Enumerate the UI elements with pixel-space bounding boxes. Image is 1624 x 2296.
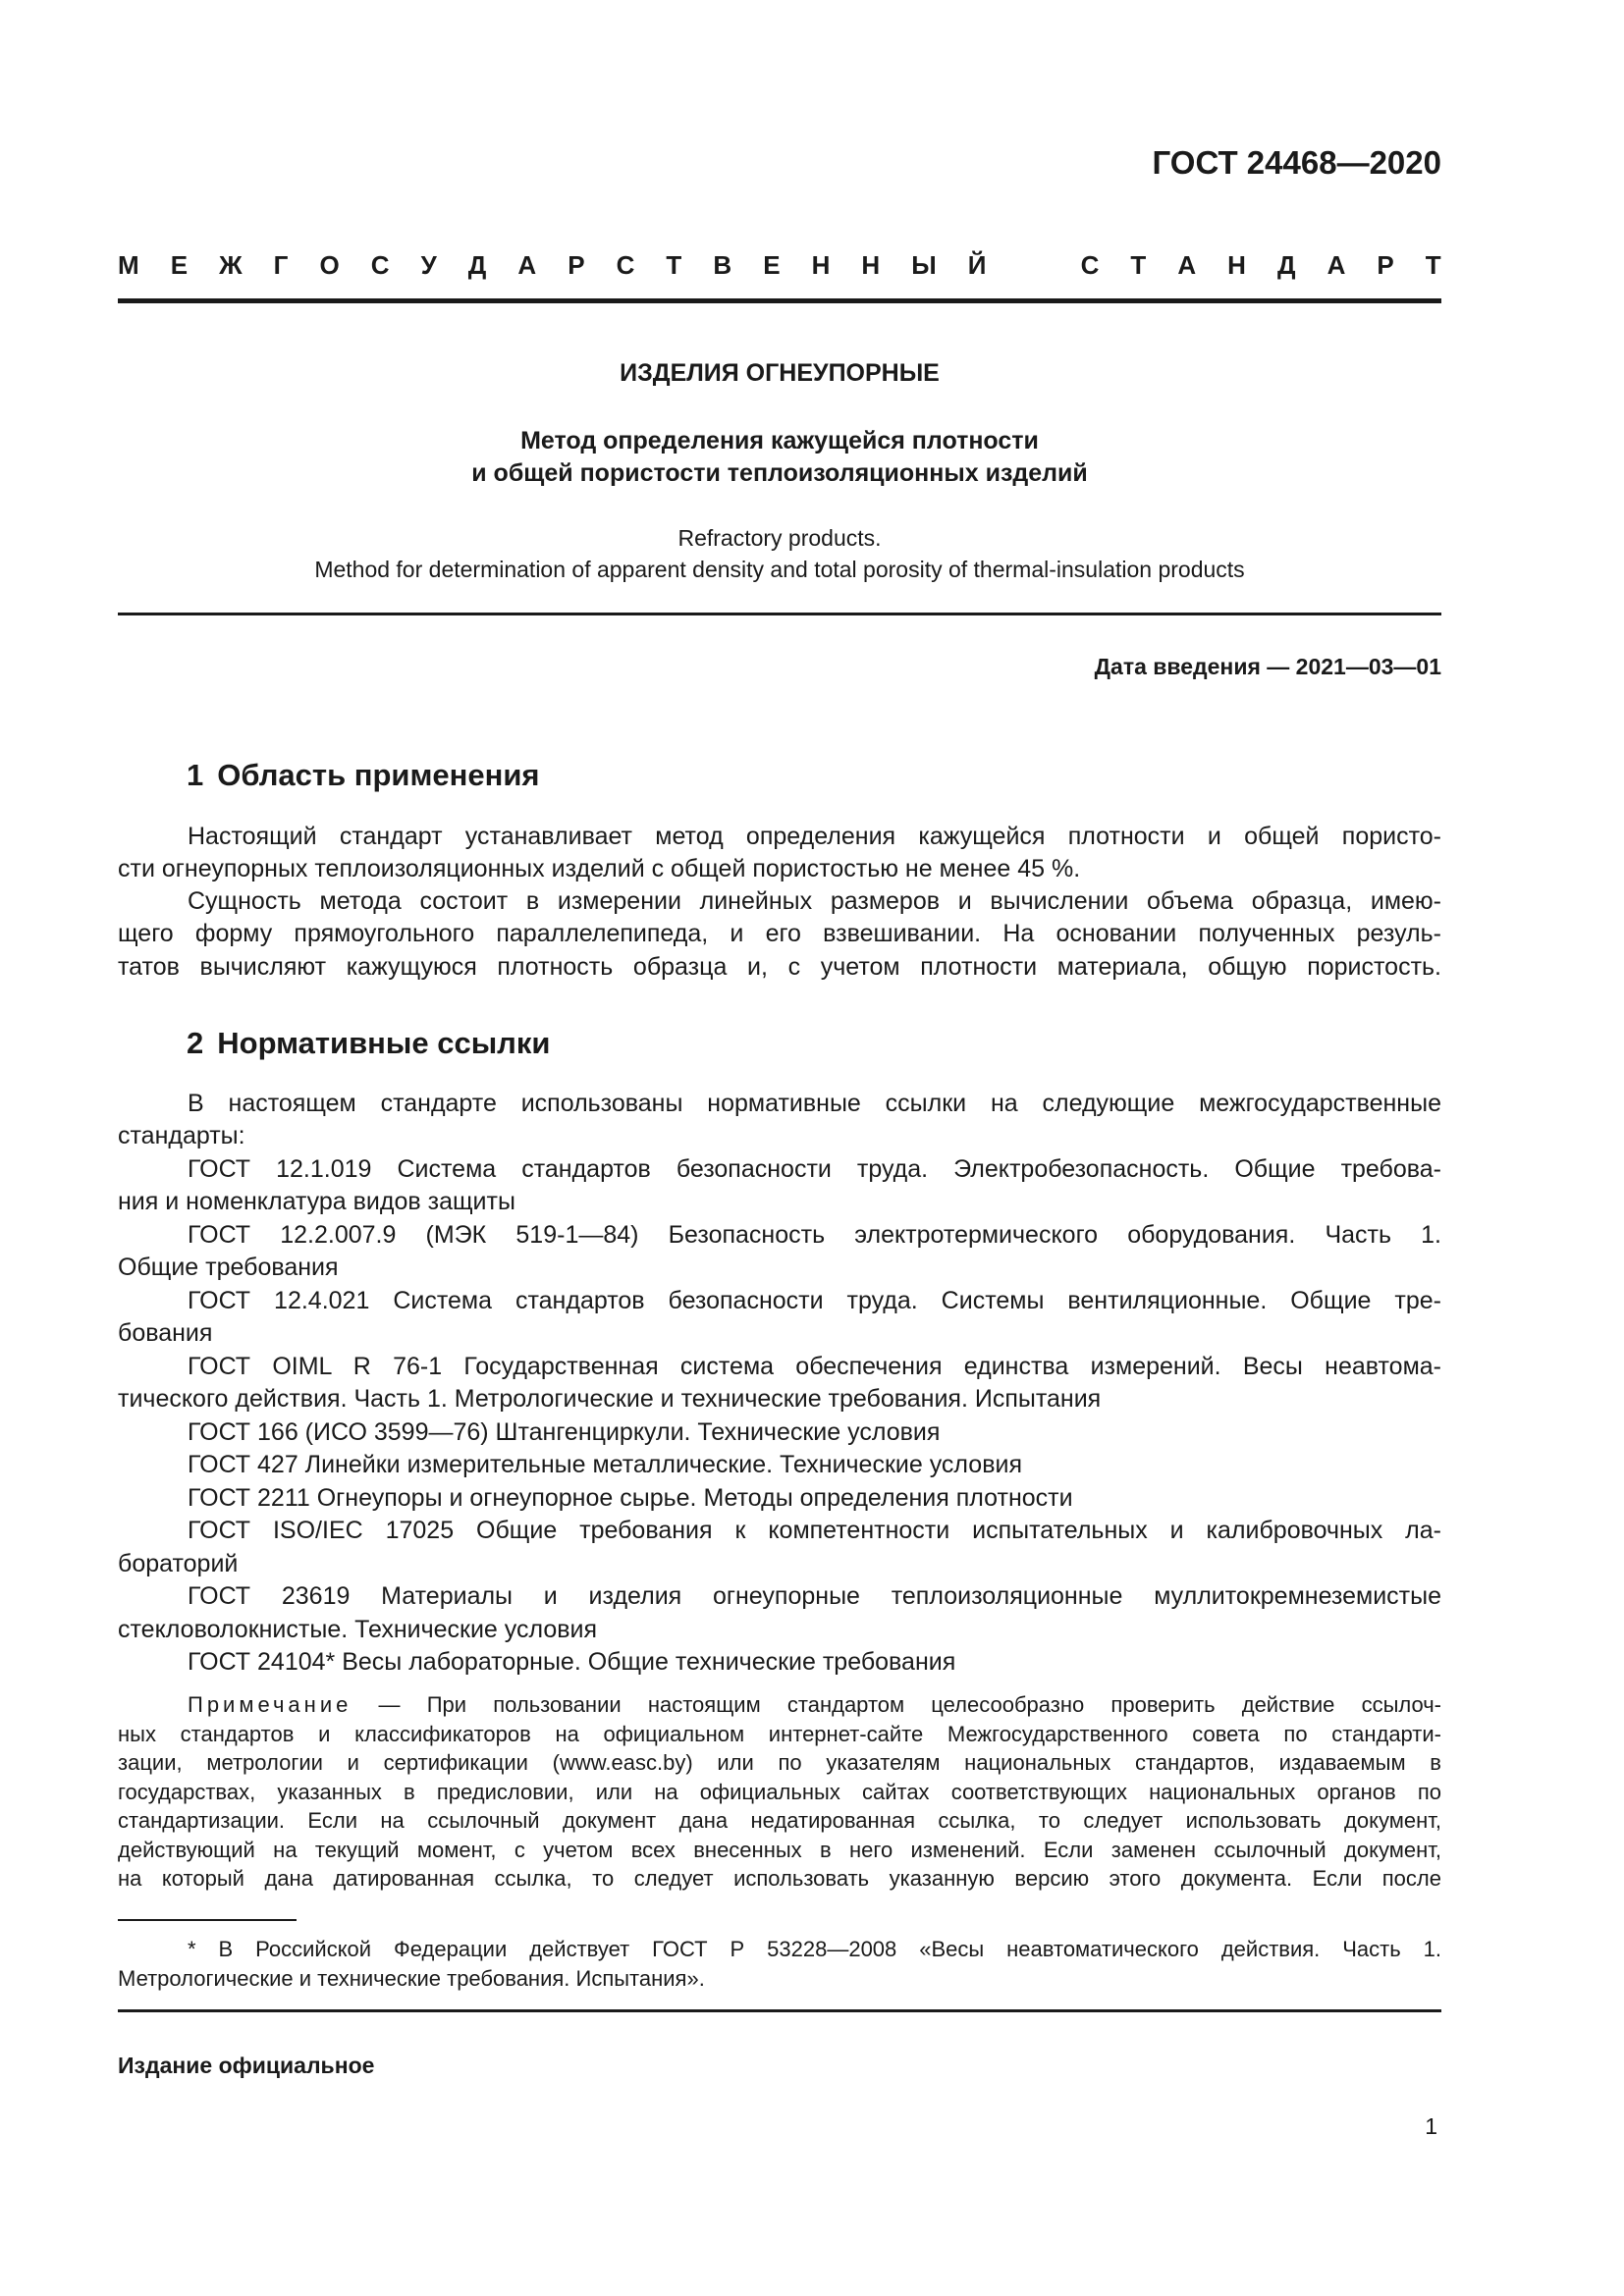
reference-line: ГОСТ 12.4.021 Система стандартов безопасности труда. Системы вентиляционные. Общие тре- (188, 1287, 1441, 1314)
heading-letter: Д (467, 250, 487, 280)
english-title-line: Method for determination of apparent density and total porosity of thermal-insulation products (314, 557, 1245, 582)
header-divider (118, 298, 1441, 303)
footer-divider (118, 2009, 1441, 2012)
note-label: Примечание (188, 1692, 352, 1717)
heading-letter: Ы (911, 250, 937, 280)
body-line: В настоящем стандарте использованы нормативные ссылки на следующие межгосударственные (188, 1090, 1441, 1117)
reference-line: Общие требования (118, 1254, 339, 1281)
heading-letter: У (420, 250, 437, 280)
heading-letter: Т (666, 250, 682, 280)
body-line: Настоящий стандарт устанавливает метод определения кажущейся плотности и общей пористо- (188, 823, 1441, 850)
official-edition-label: Издание официальное (118, 2053, 375, 2078)
body-line: стандарты: (118, 1122, 245, 1149)
note-text: — При пользовании настоящим стандартом целесообразно проверить действие ссылоч- (352, 1692, 1441, 1717)
reference-line: ГОСТ 24104* Весы лабораторные. Общие технические требования (188, 1648, 956, 1676)
english-title (118, 522, 1441, 585)
body-line: татов вычисляют кажущуюся плотность образца и, с учетом плотности материала, общую пористость. (118, 953, 1441, 981)
note-line: ных стандартов и классификаторов на официальном интернет-сайте Межгосударственного совета по стандарти- (118, 1722, 1441, 1746)
reference-line: ГОСТ 12.1.019 Система стандартов безопасности труда. Электробезопасность. Общие требова- (188, 1155, 1441, 1183)
body-line: сти огнеупорных теплоизоляционных изделий с общей пористостью не менее 45 %. (118, 855, 1081, 882)
subtitle-line: Метод определения кажущейся плотности (520, 427, 1039, 454)
document-code: ГОСТ 24468—2020 (1152, 144, 1441, 181)
reference-line: бования (118, 1319, 213, 1347)
footnote-divider (118, 1919, 297, 1921)
reference-line: ГОСТ 427 Линейки измерительные металлические. Технические условия (188, 1451, 1022, 1478)
subtitle-line: и общей пористости теплоизоляционных изделий (471, 459, 1088, 487)
reference-line: бораторий (118, 1550, 239, 1577)
heading-letter: Р (568, 250, 585, 280)
heading-letter: Ж (219, 250, 243, 280)
note-first-line (188, 1694, 1441, 1716)
reference-line: ГОСТ 23619 Материалы и изделия огнеупорные теплоизоляционные муллитокремнеземистые (188, 1582, 1441, 1610)
note-line: зации, метрологии и сертификации (www.easc.by) или по указателям национальных стандартов, издаваемым в (118, 1750, 1441, 1775)
section-number: 2 (187, 1026, 204, 1060)
reference-line: тического действия. Часть 1. Метрологические и технические требования. Испытания (118, 1385, 1102, 1413)
heading-letter: Т (1425, 250, 1441, 280)
heading-letter: С (370, 250, 390, 280)
heading-letter: Г (273, 250, 289, 280)
section-title: Нормативные ссылки (217, 1026, 551, 1060)
note-line: действующий на текущий момент, с учетом всех внесенных в него изменений. Если заменен ссылочный документ, (118, 1838, 1441, 1862)
footnote-line: * В Российской Федерации действует ГОСТ Р 53228—2008 «Весы неавтоматического действия. Часть 1. (188, 1937, 1441, 1961)
heading-letter: А (1326, 250, 1346, 280)
heading-letter: С (1080, 250, 1100, 280)
heading-letter: А (1177, 250, 1197, 280)
section-number: 1 (187, 758, 204, 792)
section-title: Область применения (217, 758, 540, 792)
section-1-heading (187, 758, 540, 793)
reference-line: стекловолокнистые. Технические условия (118, 1616, 598, 1643)
reference-line: ГОСТ 166 (ИСО 3599—76) Штангенциркули. Технические условия (188, 1418, 941, 1446)
reference-line: ния и номенклатура видов защиты (118, 1188, 515, 1215)
body-line: щего форму прямоугольного параллелепипеда, и его взвешивании. На основании полученных резуль- (118, 920, 1441, 947)
note-line: государствах, указанных в предисловии, или на официальных сайтах соответствующих национальных органов по (118, 1780, 1441, 1804)
heading-letter: Й (967, 250, 987, 280)
heading-letter: Н (1227, 250, 1246, 280)
note-line: на который дана датированная ссылка, то следует использовать указанную версию этого документа. Если после (118, 1866, 1441, 1891)
heading-letter: О (319, 250, 340, 280)
heading-letter: Н (811, 250, 831, 280)
title-divider (118, 613, 1441, 615)
heading-letter: С (616, 250, 635, 280)
reference-line: ГОСТ OIML R 76-1 Государственная система обеспечения единства измерений. Весы неавтома- (188, 1353, 1441, 1380)
heading-letter: Е (763, 250, 781, 280)
reference-line: ГОСТ ISO/IEC 17025 Общие требования к компетентности испытательных и калибровочных ла- (188, 1517, 1441, 1544)
heading-letter: В (713, 250, 732, 280)
reference-line: ГОСТ 2211 Огнеупоры и огнеупорное сырье. Методы определения плотности (188, 1484, 1073, 1512)
heading-letter: Н (861, 250, 881, 280)
document-subtitle (118, 425, 1441, 490)
introduction-date: Дата введения — 2021—03—01 (1094, 654, 1441, 679)
body-line: Сущность метода состоит в измерении линейных размеров и вычислении объема образца, имею- (188, 887, 1441, 915)
note-line: стандартизации. Если на ссылочный документ дана недатированная ссылка, то следует использовать документ, (118, 1808, 1441, 1833)
footnote-line: Метрологические и технические требования. Испытания». (118, 1966, 705, 1991)
heading-letter: Д (1277, 250, 1296, 280)
standard-type-heading (118, 250, 1441, 281)
heading-letter: М (118, 250, 139, 280)
english-title-line: Refractory products. (677, 525, 882, 551)
heading-letter: Р (1377, 250, 1394, 280)
heading-letter: А (517, 250, 537, 280)
section-2-heading (187, 1026, 550, 1061)
page-number: 1 (1425, 2113, 1437, 2139)
heading-letter: Т (1130, 250, 1147, 280)
heading-letter: Е (170, 250, 189, 280)
reference-line: ГОСТ 12.2.007.9 (МЭК 519-1—84) Безопасность электротермического оборудования. Часть 1. (188, 1221, 1441, 1249)
document-title: ИЗДЕЛИЯ ОГНЕУПОРНЫЕ (620, 359, 940, 387)
